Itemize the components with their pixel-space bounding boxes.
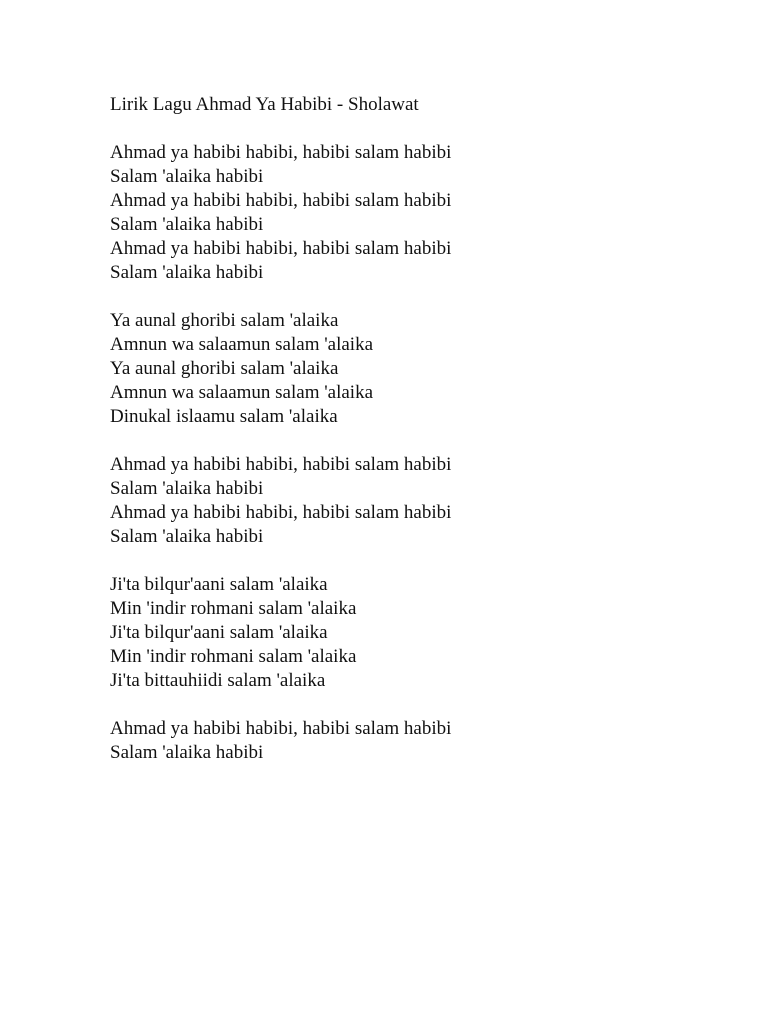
lyric-line: Amnun wa salaamun salam 'alaika bbox=[110, 382, 374, 403]
stanza-4 bbox=[110, 573, 710, 693]
lyric-line: Ji'ta bilqur'aani salam 'alaika bbox=[110, 574, 328, 595]
lyric-line: Min 'indir rohmani salam 'alaika bbox=[110, 598, 357, 619]
lyric-line: Salam 'alaika habibi bbox=[110, 478, 264, 499]
document-title: Lirik Lagu Ahmad Ya Habibi - Sholawat bbox=[110, 94, 419, 115]
lyric-line: Ahmad ya habibi habibi, habibi salam habibi bbox=[110, 142, 452, 163]
lyric-line: Ahmad ya habibi habibi, habibi salam habibi bbox=[110, 238, 452, 259]
lyric-line: Ahmad ya habibi habibi, habibi salam habibi bbox=[110, 502, 452, 523]
stanza-2 bbox=[110, 309, 710, 429]
lyric-line: Ya aunal ghoribi salam 'alaika bbox=[110, 310, 339, 331]
lyric-line: Salam 'alaika habibi bbox=[110, 742, 264, 763]
lyric-line: Salam 'alaika habibi bbox=[110, 526, 264, 547]
lyric-line: Ya aunal ghoribi salam 'alaika bbox=[110, 358, 339, 379]
stanza-5 bbox=[110, 717, 710, 765]
stanza-1 bbox=[110, 141, 710, 285]
lyric-line: Ahmad ya habibi habibi, habibi salam habibi bbox=[110, 718, 452, 739]
lyric-line: Ahmad ya habibi habibi, habibi salam habibi bbox=[110, 454, 452, 475]
lyric-line: Salam 'alaika habibi bbox=[110, 262, 264, 283]
lyric-line: Min 'indir rohmani salam 'alaika bbox=[110, 646, 357, 667]
lyric-line: Ahmad ya habibi habibi, habibi salam habibi bbox=[110, 190, 452, 211]
stanza-3 bbox=[110, 453, 710, 549]
lyric-line: Salam 'alaika habibi bbox=[110, 166, 264, 187]
lyric-line: Ji'ta bittauhiidi salam 'alaika bbox=[110, 670, 326, 691]
lyric-line: Salam 'alaika habibi bbox=[110, 214, 264, 235]
lyric-line: Ji'ta bilqur'aani salam 'alaika bbox=[110, 622, 328, 643]
lyric-line: Amnun wa salaamun salam 'alaika bbox=[110, 334, 374, 355]
lyrics-document bbox=[110, 93, 710, 765]
lyric-line: Dinukal islaamu salam 'alaika bbox=[110, 406, 338, 427]
